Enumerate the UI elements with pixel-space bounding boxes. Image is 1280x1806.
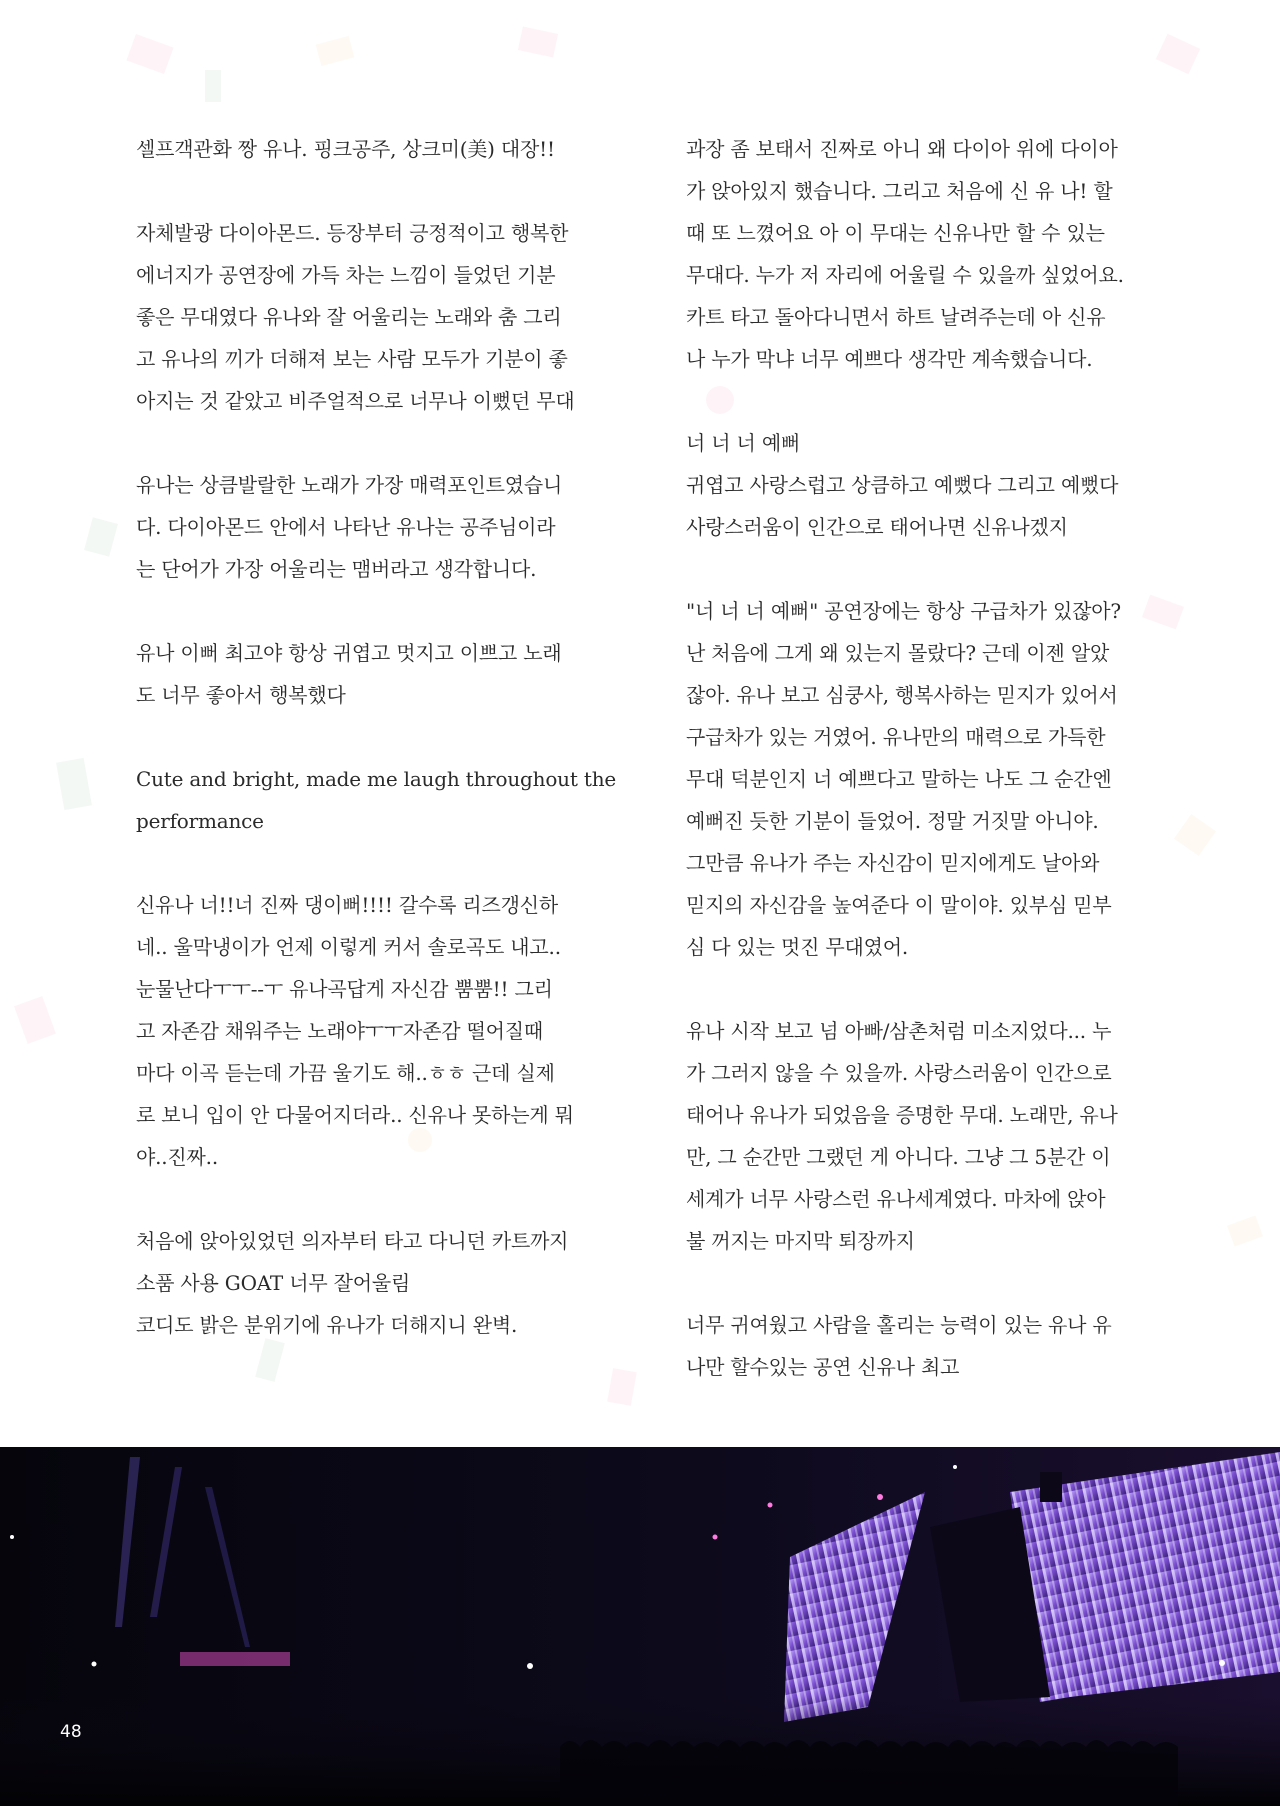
comment-paragraph [686, 422, 1146, 548]
text-line: 귀엽고 사랑스럽고 상큼하고 예뻤다 그리고 예뻤다 [686, 473, 1119, 497]
comment-paragraph [686, 1010, 1146, 1262]
text-line: 소품 사용 GOAT 너무 잘어울림 [136, 1271, 411, 1295]
text-line: 구급차가 있는 거였어. 유나만의 매력으로 가득한 [686, 725, 1106, 749]
comment-paragraph [136, 758, 617, 842]
text-line: 야..진짜.. [136, 1145, 218, 1169]
text-line: 유나는 상큼발랄한 노래가 가장 매력포인트였습니 [136, 473, 563, 497]
text-line: 만, 그 순간만 그랬던 게 아니다. 그냥 그 5분간 이 [686, 1145, 1111, 1169]
text-line: 자체발광 다이아몬드. 등장부터 긍정적이고 행복한 [136, 221, 569, 245]
text-line: 난 처음에 그게 왜 있는지 몰랐다? 근데 이젠 알았 [686, 641, 1110, 665]
text-line: 에너지가 공연장에 가득 차는 느낌이 들었던 기분 [136, 263, 556, 287]
comment-paragraph [136, 464, 596, 590]
text-line: 세계가 너무 사랑스런 유나세계였다. 마차에 앉아 [686, 1187, 1106, 1211]
text-line: 코디도 밝은 분위기에 유나가 더해지니 완벽. [136, 1313, 518, 1337]
text-line: 때 또 느꼈어요 아 이 무대는 신유나만 할 수 있는 [686, 221, 1105, 245]
text-line: 좋은 무대였다 유나와 잘 어울리는 노래와 춤 그리 [136, 305, 562, 329]
text-line: 마다 이곡 듣는데 가끔 울기도 해..ㅎㅎ 근데 실제 [136, 1061, 555, 1085]
text-line: 그만큼 유나가 주는 자신감이 믿지에게도 날아와 [686, 851, 1100, 875]
page-number: 48 [60, 1722, 82, 1742]
text-line: 너 너 너 예뻐 [686, 431, 801, 455]
comment-paragraph [136, 1220, 596, 1346]
left-text-column [136, 128, 617, 1388]
text-line: 무대 덕분인지 너 예쁘다고 말하는 나도 그 순간엔 [686, 767, 1112, 791]
text-line: 다. 다이아몬드 안에서 나타난 유나는 공주님이라 [136, 515, 556, 539]
text-line: Cute and bright, made me laugh throughout the [136, 767, 617, 791]
text-line: "너 너 너 예뻐" 공연장에는 항상 구급차가 있잖아? [686, 599, 1121, 623]
text-line: 고 유나의 끼가 더해져 보는 사람 모두가 기분이 좋 [136, 347, 568, 371]
text-line: 가 그러지 않을 수 있을까. 사랑스러움이 인간으로 [686, 1061, 1112, 1085]
text-line: 불 꺼지는 마지막 퇴장까지 [686, 1229, 915, 1253]
comment-paragraph [136, 884, 596, 1178]
text-line: 카트 타고 돌아다니면서 하트 날려주는데 아 신유 [686, 305, 1106, 329]
comment-paragraph [136, 212, 596, 422]
text-line: 눈물난다ㅜㅜ--ㅜ 유나곡답게 자신감 뿜뿜!! 그리 [136, 977, 553, 1001]
text-line: 처음에 앉아있었던 의자부터 타고 다니던 카트까지 [136, 1229, 569, 1253]
text-line: 셀프객관화 짱 유나. 핑크공주, 상크미(美) 대장!! [136, 137, 555, 161]
right-text-column [686, 128, 1146, 1430]
text-line: 무대다. 누가 저 자리에 어울릴 수 있을까 싶었어요. [686, 263, 1124, 287]
text-line: 아지는 것 같았고 비주얼적으로 너무나 이뻤던 무대 [136, 389, 575, 413]
text-line: 믿지의 자신감을 높여준다 이 말이야. 있부심 믿부 [686, 893, 1112, 917]
comment-paragraph [136, 128, 596, 170]
text-line: 태어나 유나가 되었음을 증명한 무대. 노래만, 유나 [686, 1103, 1118, 1127]
text-line: 심 다 있는 멋진 무대였어. [686, 935, 908, 959]
text-line: 잖아. 유나 보고 심쿵사, 행복사하는 믿지가 있어서 [686, 683, 1118, 707]
text-line: 너무 귀여웠고 사람을 홀리는 능력이 있는 유나 유 [686, 1313, 1112, 1337]
text-line: 신유나 너!!너 진짜 댕이뻐!!!! 갈수록 리즈갱신하 [136, 893, 558, 917]
comment-paragraph [686, 128, 1146, 380]
text-line: 나만 할수있는 공연 신유나 최고 [686, 1355, 960, 1379]
text-line: 도 너무 좋아서 행복했다 [136, 683, 346, 707]
comment-paragraph [686, 590, 1146, 968]
text-line: 유나 시작 보고 넘 아빠/삼촌처럼 미소지었다... 누 [686, 1019, 1112, 1043]
text-line: 예뻐진 듯한 기분이 들었어. 정말 거짓말 아니야. [686, 809, 1099, 833]
text-line: 는 단어가 가장 어울리는 맴버라고 생각합니다. [136, 557, 537, 581]
text-line: performance [136, 809, 264, 833]
text-line: 가 앉아있지 했습니다. 그리고 처음에 신 유 나! 할 [686, 179, 1113, 203]
text-line: 고 자존감 채워주는 노래야ㅜㅜ자존감 떨어질때 [136, 1019, 544, 1043]
text-line: 사랑스러움이 인간으로 태어나면 신유나겠지 [686, 515, 1068, 539]
comment-paragraph [686, 1304, 1146, 1388]
text-line: 유나 이뻐 최고야 항상 귀엽고 멋지고 이쁘고 노래 [136, 641, 562, 665]
text-line: 과장 좀 보태서 진짜로 아니 왜 다이아 위에 다이아 [686, 137, 1118, 161]
concert-stage-photo [0, 1447, 1280, 1806]
text-line: 나 누가 막냐 너무 예쁘다 생각만 계속했습니다. [686, 347, 1093, 371]
text-line: 로 보니 입이 안 다물어지더라.. 신유나 못하는게 뭐 [136, 1103, 574, 1127]
comment-paragraph [136, 632, 596, 716]
text-line: 네.. 울막냉이가 언제 이렇게 커서 솔로곡도 내고.. [136, 935, 561, 959]
